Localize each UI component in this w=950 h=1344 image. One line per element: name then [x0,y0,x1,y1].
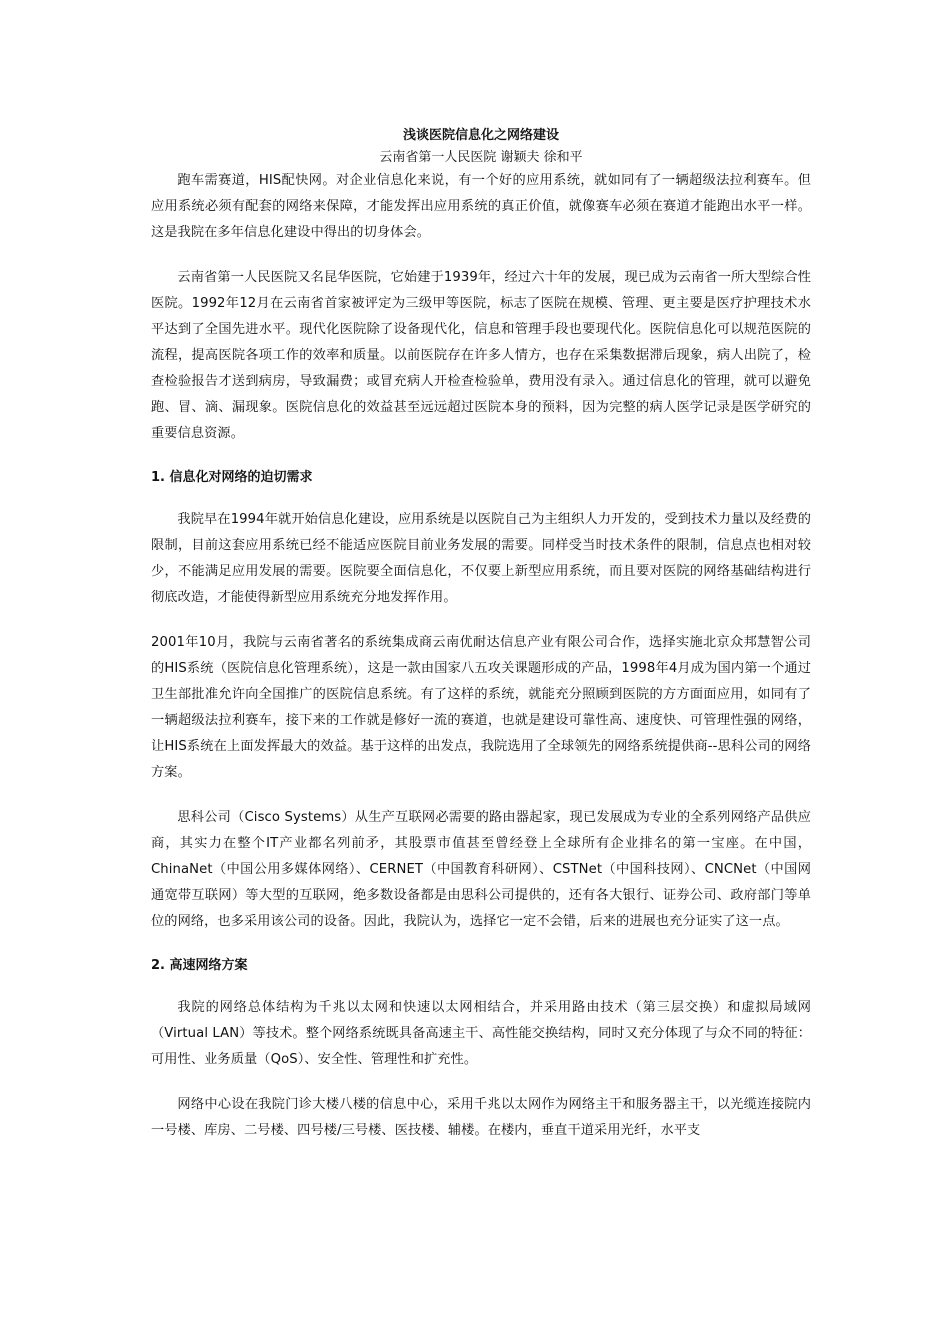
paragraph-gap [151,488,811,507]
section-heading-2: 2. 高速网络方案 [151,958,248,973]
paragraph-gap [151,447,811,466]
paragraph-s2-1: 我院的网络总体结构为千兆以太网和快速以太网相结合，并采用路由技术（第三层交换）和虚拟局域网（Virtual LAN）等技术。整个网络系统既具备高速主干、高性能交换结构，同时又充分体现了与众不同的特征：可用性、业务质量（QoS）、安全性、管理性和扩充性。 [151,1000,811,1067]
paragraph-intro-1: 跑车需赛道，HIS配快网。对企业信息化来说，有一个好的应用系统，就如同有了一辆超级法拉利赛车。但应用系统必须有配套的网络来保障，才能发挥出应用系统的真正价值，就像赛车必须在赛道才能跑出水平一样。这是我院在多年信息化建设中得出的切身体会。 [151,173,811,240]
paragraph-intro-2: 云南省第一人民医院又名昆华医院，它始建于1939年，经过六十年的发展，现已成为云南省一所大型综合性医院。1992年12月在云南省首家被评定为三级甲等医院，标志了医院在规模、管理、更主要是医疗护理技术水平达到了全国先进水平。现代化医院除了设备现代化，信息和管理手段也要现代化。医院信息化可以规范医院的流程，提高医院各项工作的效率和质量。以前医院存在许多人情方，也存在采集数据滞后现象，病人出院了，检查检验报告才送到病房，导致漏费；或冒充病人开检查检验单，费用没有录入。通过信息化的管理，就可以避免跑、冒、滴、漏现象。医院信息化的效益甚至远远超过医院本身的预料，因为完整的病人医学记录是医学研究的重要信息资源。 [151,270,811,441]
document-page [151,126,811,1144]
paragraph-gap [151,1073,811,1092]
document-byline: 云南省第一人民医院 谢颖夫 徐和平 [379,150,583,165]
paragraph-gap [151,246,811,265]
paragraph-s1-1: 我院早在1994年就开始信息化建设，应用系统是以医院自己为主组织人力开发的，受到技术力量以及经费的限制，目前这套应用系统已经不能适应医院目前业务发展的需要。同样受当时技术条件的限制，信息点也相对较少，不能满足应用发展的需要。医院要全面信息化，不仅要上新型应用系统，而且要对医院的网络基础结构进行彻底改造，才能使得新型应用系统充分地发挥作用。 [151,512,811,605]
paragraph-gap [151,611,811,630]
document-title: 浅谈医院信息化之网络建设 [402,128,559,143]
paragraph-s1-2: 2001年10月，我院与云南省著名的系统集成商云南优耐达信息产业有限公司合作，选择实施北京众邦慧智公司的HIS系统（医院信息化管理系统），这是一款由国家八五攻关课题形成的产品，1998年4月成为国内第一个通过卫生部批准允许向全国推广的医院信息系统。有了这样的系统，就能充分照顾到医院的方方面面应用，如同有了一辆超级法拉利赛车，接下来的工作就是修好一流的赛道，也就是建设可靠性高、速度快、可管理性强的网络，让HIS系统在上面发挥最大的效益。基于这样的出发点，我院选用了全球领先的网络系统提供商--思科公司的网络方案。 [151,635,811,780]
paragraph-gap [151,976,811,995]
paragraph-s2-2: 网络中心设在我院门诊大楼八楼的信息中心，采用千兆以太网作为网络主干和服务器主干，以光缆连接院内一号楼、库房、二号楼、四号楼/三号楼、医技楼、辅楼。在楼内，垂直干道采用光纤，水平支 [151,1097,811,1138]
paragraph-s1-3: 思科公司（Cisco Systems）从生产互联网必需要的路由器起家，现已发展成为专业的全系列网络产品供应商，其实力在整个IT产业都名列前矛，其股票市值甚至曾经登上全球所有企业排名的第一宝座。在中国，ChinaNet（中国公用多媒体网络）、CERNET（中国教育科研网）、CSTNet（中国科技网）、CNCNet（中国网通宽带互联网）等大型的互联网，绝多数设备都是由思科公司提供的，还有各大银行、证券公司、政府部门等单位的网络，也多采用该公司的设备。因此，我院认为，选择它一定不会错，后来的进展也充分证实了这一点。 [151,810,811,929]
paragraph-gap [151,935,811,954]
section-heading-1: 1. 信息化对网络的迫切需求 [151,470,313,485]
paragraph-gap [151,786,811,805]
